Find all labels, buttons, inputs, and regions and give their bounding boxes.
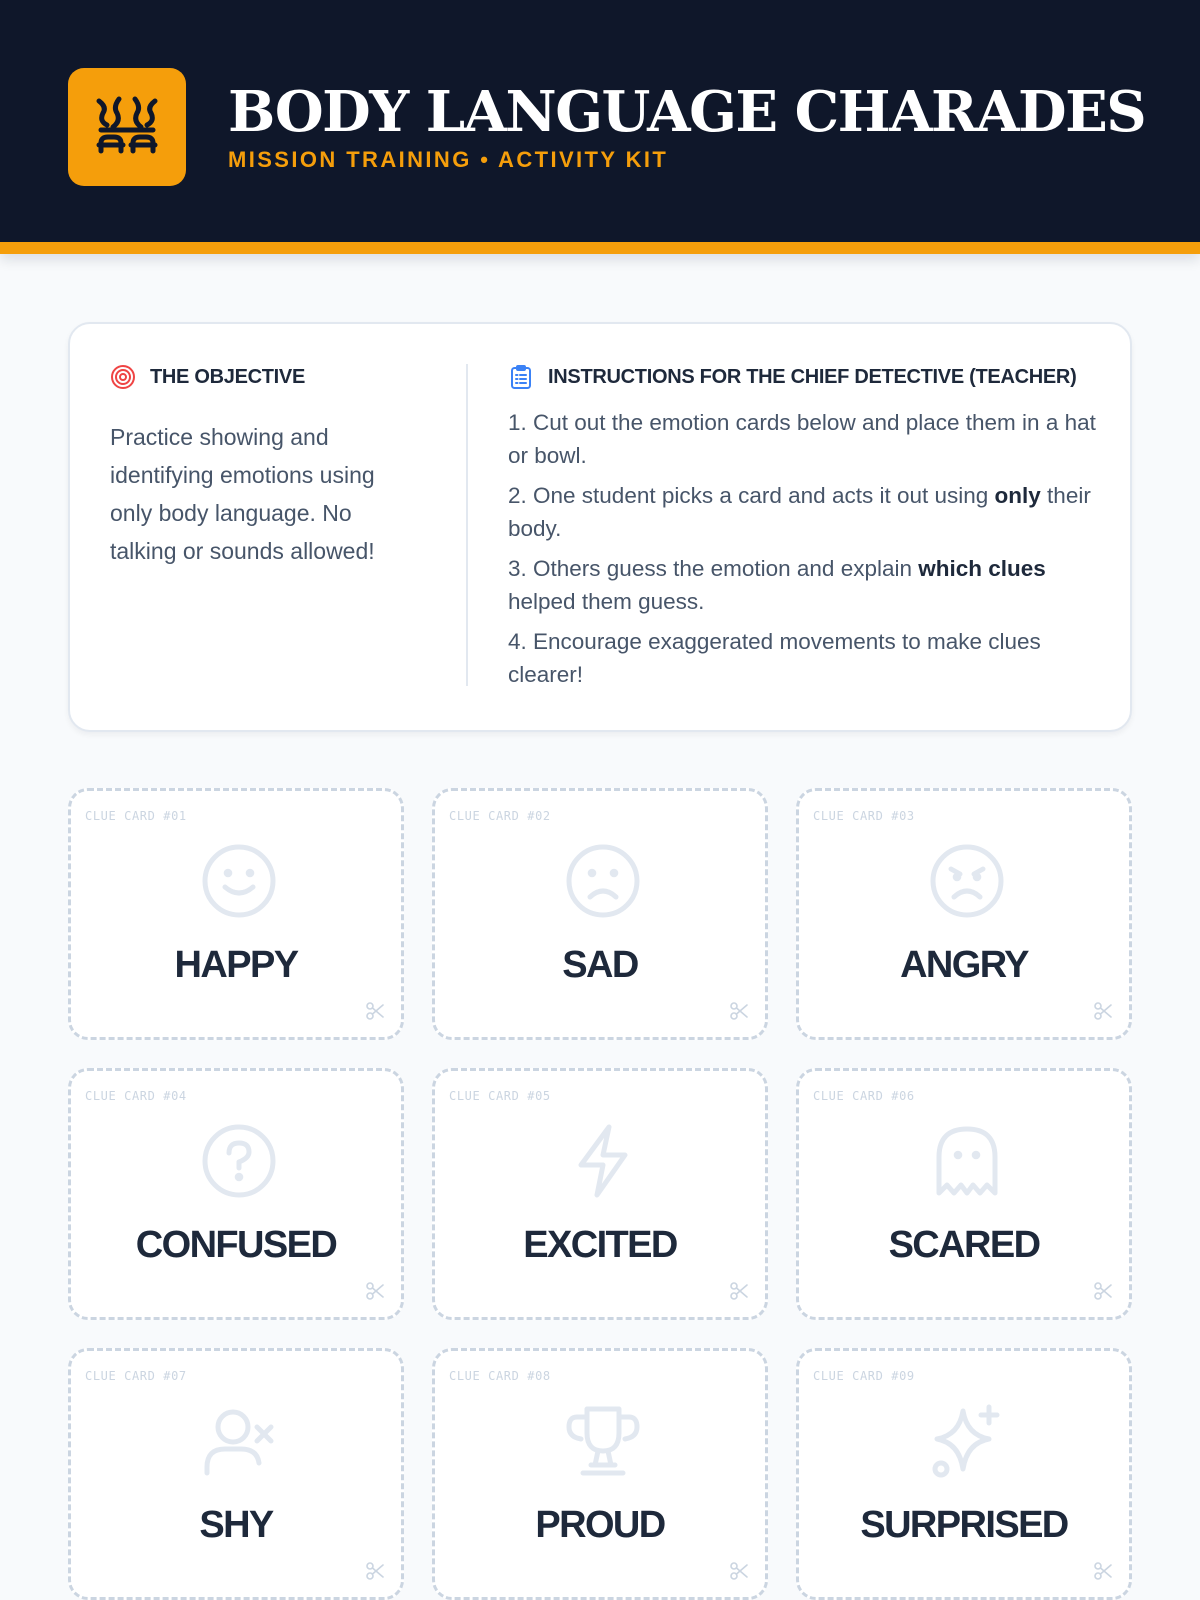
frown-icon (565, 843, 641, 919)
sparkles-icon (929, 1403, 1005, 1479)
clue-card-number: CLUE CARD #04 (85, 1089, 187, 1103)
instruction-text: 2. One student picks a card and acts it out using (508, 483, 995, 508)
instruction-text: helped them guess. (508, 589, 705, 614)
panel-divider (466, 364, 468, 686)
clue-card-number: CLUE CARD #03 (813, 809, 915, 823)
instructions-heading: INSTRUCTIONS FOR THE CHIEF DETECTIVE (TEACHER) (548, 365, 1077, 388)
user-x-icon (201, 1403, 277, 1479)
scissors-icon (729, 1561, 749, 1581)
theater-masks-icon (95, 95, 159, 159)
objective-text: Practice showing and identifying emotions using only body language. No talking or sounds allowed! (110, 424, 375, 564)
page-subtitle: MISSION TRAINING • ACTIVITY KIT (228, 147, 669, 172)
scissors-icon (365, 1001, 385, 1021)
scissors-icon (1093, 1281, 1113, 1301)
info-panel (68, 322, 1132, 732)
clue-card-number: CLUE CARD #08 (449, 1369, 551, 1383)
objective-heading-row (110, 364, 420, 390)
clue-card-emotion: SURPRISED (860, 1504, 1068, 1546)
logo-badge (68, 68, 186, 186)
instruction-text: 4. Encourage exaggerated movements to make clues clearer! (508, 629, 1041, 687)
clue-card (68, 1068, 404, 1320)
clue-card (432, 788, 768, 1040)
clue-card-emotion: SHY (199, 1504, 273, 1546)
clue-card-number: CLUE CARD #09 (813, 1369, 915, 1383)
scissors-icon (365, 1561, 385, 1581)
clue-card-emotion: PROUD (535, 1504, 665, 1546)
angry-face-icon (929, 843, 1005, 919)
clue-card-emotion: SAD (562, 944, 638, 986)
clue-card-emotion: EXCITED (523, 1224, 677, 1266)
clue-card (796, 1068, 1132, 1320)
objective-heading: THE OBJECTIVE (150, 365, 306, 388)
clue-card-number: CLUE CARD #02 (449, 809, 551, 823)
instruction-step (508, 406, 1098, 472)
scissors-icon (365, 1281, 385, 1301)
clue-card-number: CLUE CARD #07 (85, 1369, 187, 1383)
target-icon (110, 364, 136, 390)
scissors-icon (729, 1001, 749, 1021)
page-title: BODY LANGUAGE CHARADES (228, 79, 1146, 145)
smile-icon (201, 843, 277, 919)
scissors-icon (1093, 1001, 1113, 1021)
instruction-text: 1. Cut out the emotion cards below and place them in a hat or bowl. (508, 410, 1096, 468)
clue-card-emotion: ANGRY (900, 944, 1028, 986)
page-header (0, 0, 1200, 254)
trophy-icon (565, 1403, 641, 1479)
scissors-icon (1093, 1561, 1113, 1581)
instruction-emphasis: only (994, 483, 1041, 508)
instruction-emphasis: which clues (918, 556, 1046, 581)
scissors-icon (729, 1281, 749, 1301)
clue-card (432, 1348, 768, 1600)
instruction-step (508, 552, 1098, 618)
clue-card-number: CLUE CARD #05 (449, 1089, 551, 1103)
clue-card (432, 1068, 768, 1320)
instructions-section (508, 364, 1098, 698)
question-circle-icon (201, 1123, 277, 1199)
clue-card (796, 788, 1132, 1040)
clue-card-number: CLUE CARD #01 (85, 809, 187, 823)
clue-card-emotion: CONFUSED (135, 1224, 337, 1266)
clue-card (68, 788, 404, 1040)
instruction-step (508, 479, 1098, 545)
instruction-step (508, 625, 1098, 691)
instruction-text: 3. Others guess the emotion and explain (508, 556, 919, 581)
lightning-icon (565, 1123, 641, 1199)
instructions-list (508, 406, 1098, 691)
objective-section (110, 364, 420, 570)
clue-card (796, 1348, 1132, 1600)
ghost-icon (929, 1123, 1005, 1199)
clue-card-emotion: HAPPY (174, 944, 298, 986)
clue-card (68, 1348, 404, 1600)
clue-card-emotion: SCARED (888, 1224, 1040, 1266)
instructions-heading-row (508, 364, 1098, 390)
clue-card-number: CLUE CARD #06 (813, 1089, 915, 1103)
instruction-text: their body. (508, 483, 1091, 541)
clipboard-icon (508, 364, 534, 390)
